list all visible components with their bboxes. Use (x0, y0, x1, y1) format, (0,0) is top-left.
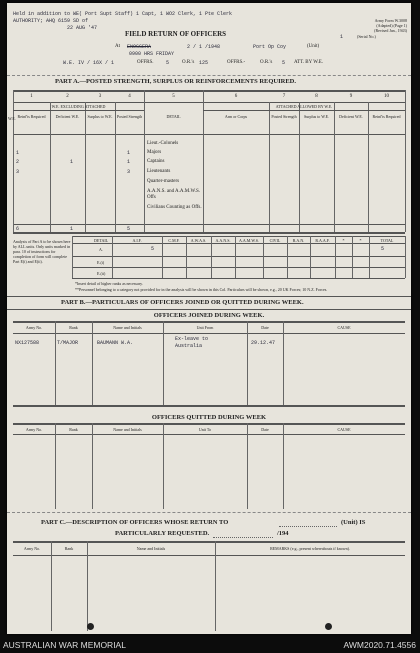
col-number-rule (13, 102, 405, 103)
form-title: FIELD RETURN OF OFFICERS (125, 30, 227, 38)
header-surplus-we: Surplus to W.E. (87, 114, 113, 119)
part-c-title-line1: PART C.—DESCRIPTION OF OFFICERS WHOSE RETURN TO (41, 519, 229, 526)
quitted-title: OFFICERS QUITTED DURING WEEK (151, 414, 267, 421)
analysis-col-civil: CIVIL (269, 238, 281, 243)
analysis-col-ran: R.A.N. (292, 238, 305, 243)
rank-aans-aamws: A.A.N.S. and A.A.M.W.S. Offs (147, 189, 201, 200)
we-side-label: W.E. (8, 116, 16, 121)
ors2-value: 5 (282, 60, 286, 66)
header-divider (7, 75, 411, 76)
total-posted: 5 (127, 226, 131, 232)
footer-institution: AUSTRALIAN WAR MEMORIAL (3, 640, 126, 650)
joined-col-rank: Rank (69, 325, 78, 330)
offrs-value: 5 (166, 60, 170, 66)
at-label: At (115, 44, 120, 49)
quitted-col-rank: Rank (69, 427, 78, 432)
rank-lieutenants: Lieutenants (147, 169, 171, 174)
header-arm-or-corps: Arm or Corps (224, 114, 248, 119)
deficient-captains: 1 (70, 159, 74, 165)
attached-allowed-by-we: ATTACHED ALLOWED BY W.E. (275, 104, 333, 109)
joined-date: 29.12.47 (251, 340, 276, 346)
header-att-posted-strength: Posted Strength (271, 114, 297, 119)
part-c-title-line2: PARTICULARLY REQUESTED. (115, 530, 210, 537)
header-detail: DETAIL (166, 114, 181, 119)
part-a-frame-right (405, 90, 406, 232)
analysis-row-e2: E.(ii) (97, 271, 106, 276)
joined-army-no: NX127588 (15, 340, 40, 346)
analysis-note: Analysis of Part A to be shown here by ALL units. Only units marked in para. 10 of instructions for completion of form will complete Part E(i) and E(ii). (13, 239, 71, 264)
quitted-col-cause: CAUSE (337, 427, 351, 432)
part-c-unit-is: (Unit) IS (341, 519, 366, 526)
archive-footer (0, 637, 420, 653)
analysis-col-star2: * (359, 238, 362, 243)
form-revised: (Revised Jan., 1943) (374, 28, 407, 33)
analysis-row-a: A. (99, 247, 103, 252)
col-number-8: 8 (315, 94, 318, 99)
col-number-7: 7 (282, 94, 286, 99)
quitted-col-unit-to: Unit To (198, 427, 212, 432)
part-c-year: /194 (277, 530, 289, 537)
part-a-top-rule (13, 90, 405, 92)
unit-label: (Unit) (307, 44, 320, 49)
analysis-col-raaf: R.A.A.F. (315, 238, 330, 243)
analysis-col-star1: * (342, 238, 345, 243)
analysis-col-awas: A.W.A.S. (190, 238, 207, 243)
quitted-col-name: Name and Initials (113, 427, 142, 432)
header-att-reinfts: Reinf'ts Required (372, 114, 401, 119)
analysis-col-cmf: C.M.F. (168, 238, 180, 243)
posted-lieutenants: 3 (127, 169, 131, 175)
rank-captains: Captains (147, 159, 165, 164)
footer-accession-number: AWM2020.71.4556 (343, 640, 416, 650)
we-excluding-attached: W.E. EXCLUDING ATTACHED (51, 104, 106, 109)
offrs-label: OFFRS. (137, 60, 154, 65)
analysis-aif-value: 5 (151, 246, 155, 252)
ors2-label: O.R.'s (260, 60, 273, 65)
analysis-col-aif: A.I.F. (132, 238, 142, 243)
joined-unit-line2: Australia (175, 343, 203, 349)
total-we: 6 (16, 226, 20, 232)
offrs2-label: OFFRS.- (227, 60, 246, 65)
header-att-deficient: Deficient W.E. (339, 114, 363, 119)
header-reinfts-required: Reinf'ts Required (17, 114, 46, 119)
total-deficient: 1 (70, 226, 74, 232)
posted-majors: 1 (127, 150, 131, 156)
at-value: ENOGGERA (127, 44, 152, 50)
we-line: W.E. IV / 16X / 1 (63, 60, 115, 66)
analysis-col-aamws: A.A.M.W.S. (239, 238, 259, 243)
we-captains: 2 (16, 159, 20, 165)
analysis-col-aans: A.A.N.S. (215, 238, 231, 243)
header-att-surplus: Surplus to W.E. (303, 114, 330, 119)
part-c-col-rank: Rank (64, 546, 74, 551)
form-number: Army Form W.3008 (374, 18, 407, 23)
we-lieutenants: 3 (16, 169, 20, 175)
part-c-col-name: Name and Initials (136, 546, 166, 551)
col-number-6: 6 (234, 94, 238, 99)
joined-col-army-no: Army No. (25, 325, 43, 330)
att-label: ATT. BY W.E. (294, 60, 324, 65)
joined-col-name: Name and Initials (113, 325, 142, 330)
joined-rank: T/MAJOR (57, 340, 79, 346)
perforation-line (7, 512, 411, 513)
rank-quarter-masters: Quarter-masters (147, 179, 180, 184)
rank-majors: Majors (147, 150, 162, 155)
quitted-col-date: Date (261, 427, 269, 432)
part-a-header-bottom (13, 134, 405, 135)
totals-rule (13, 224, 405, 225)
part-c-col-army-no: Army No. (23, 546, 41, 551)
joined-title: OFFICERS JOINED DURING WEEK. (153, 312, 265, 319)
footnote-double-star: **Personnel belonging to a category not provided for in the analysis will be shown in this Col. Particulars will be shown, e.g., 20 UK Forces; 10 N.Z. Forces. (75, 287, 328, 292)
held-in-addition-line: Held in addition to WE( Port Supt Staff) 1 Capt, 1 WO2 Clerk, 1 Pte Clerk (13, 11, 233, 17)
part-a-frame-left (13, 90, 14, 232)
punch-hole-left (87, 623, 94, 630)
header-posted-strength: Posted Strength (116, 114, 143, 119)
analysis-detail-label: DETAIL (94, 238, 109, 243)
joined-col-unit-from: Unit From (196, 325, 214, 330)
rank-civilians: Civilians Counting as Offs. (147, 205, 202, 210)
part-a-bottom-rule (13, 232, 405, 234)
col-number-4: 4 (128, 94, 131, 99)
posted-captains: 1 (127, 159, 131, 165)
analysis-row-e1: E.(i) (97, 260, 105, 265)
ors-value: 125 (199, 60, 209, 66)
authority-line: AUTHORITY; AHQ 6159 SD of (13, 18, 89, 24)
col-number-10: 10 (384, 94, 389, 99)
col-number-3: 3 (98, 94, 102, 99)
quitted-col-army-no: Army No. (25, 427, 43, 432)
authority-date: 22 AUG '47 (67, 25, 98, 31)
footnote-star: *Insert detail of higher ranks as necessary. (75, 281, 143, 286)
part-c-col-remarks: REMARKS (e.g., present whereabouts if known). (270, 546, 350, 551)
joined-name: BAUMANN W.A. (97, 340, 134, 346)
we-majors: 1 (16, 150, 20, 156)
joined-col-cause: CAUSE (337, 325, 351, 330)
form-adapted: (Adapted) (Page 1) (376, 23, 407, 28)
part-a-title: PART A.—POSTED STRENGTH, SURPLUS OR REINFORCEMENTS REQUIRED. (55, 78, 296, 85)
col-number-2: 2 (66, 94, 69, 99)
col-number-5: 5 (172, 94, 175, 99)
form-page (7, 3, 411, 634)
joined-col-date: Date (261, 325, 269, 330)
analysis-total-value: 5 (381, 246, 385, 252)
col-number-9: 9 (349, 94, 353, 99)
col-number-1: 1 (30, 94, 33, 99)
analysis-col-total: TOTAL (380, 238, 394, 243)
return-date: 2 / 1 /1948 (187, 44, 221, 50)
ors-label: O.R.'s (182, 60, 195, 65)
serial-label: (Serial No.) (357, 34, 376, 39)
serial-value: 1 (340, 34, 344, 40)
rank-lieut-colonels: Lieut.-Colonels (147, 141, 179, 146)
time-line: 0900 HRS FRIDAY (129, 51, 175, 57)
punch-hole-right (325, 623, 332, 630)
header-deficient-we: Deficient W.E. (55, 114, 80, 119)
part-b-title: PART B.—PARTICULARS OF OFFICERS JOINED OR QUITTED DURING WEEK. (61, 299, 304, 306)
joined-unit-line1: Ex-leave to (175, 336, 209, 342)
unit-value: Port Op Coy (253, 44, 287, 50)
